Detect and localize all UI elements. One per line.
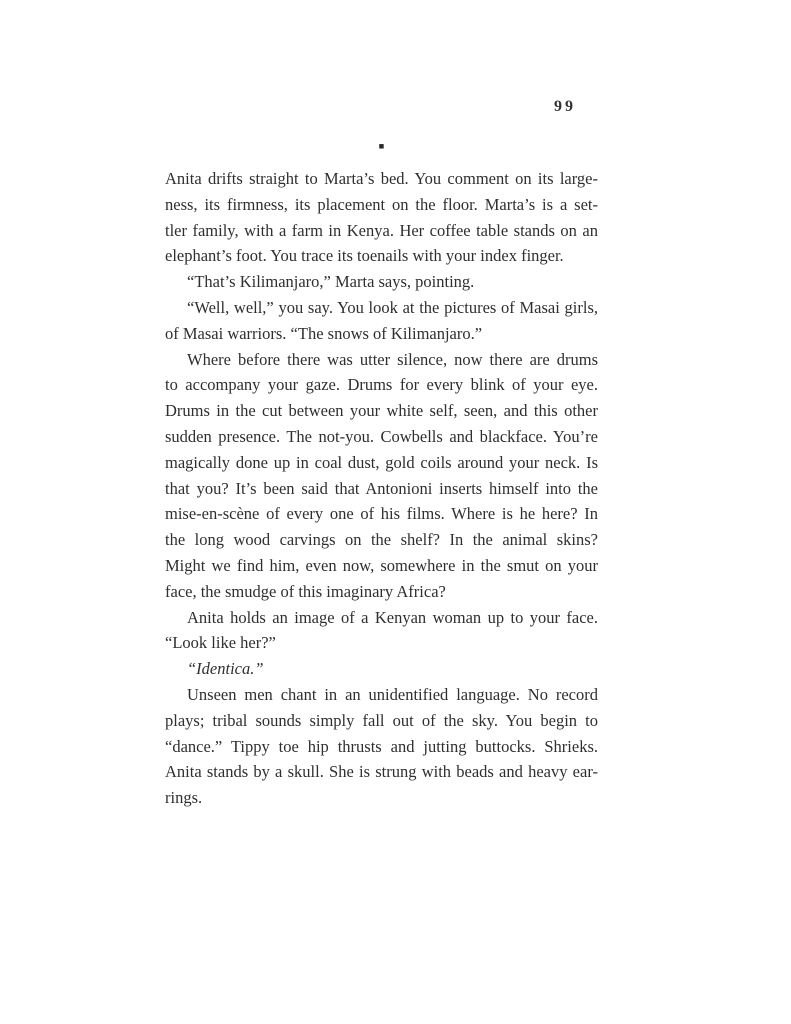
text-line: Anita drifts straight to Marta’s bed. You comment on its large- bbox=[165, 169, 598, 188]
paragraph bbox=[165, 269, 598, 295]
text-line: “Identica.” bbox=[187, 659, 264, 679]
paragraph bbox=[165, 166, 598, 269]
text-line: mise-en-scène of every one of his films. Where is he here? In bbox=[165, 504, 598, 524]
text-line: “Well, well,” you say. You look at the pictures of Masai girls, bbox=[187, 297, 598, 317]
body-text bbox=[165, 166, 598, 811]
text-line: “Look like her?” bbox=[165, 633, 276, 653]
text-line: Might we find him, even now, somewhere in the smut on your bbox=[165, 555, 598, 575]
page-number: 99 bbox=[554, 98, 576, 115]
text-line: Anita holds an image of a Kenyan woman up to your face. bbox=[187, 607, 598, 627]
paragraph bbox=[165, 656, 598, 682]
section-divider-square-icon: ▪ bbox=[378, 136, 385, 156]
text-line: face, the smudge of this imaginary Africa? bbox=[165, 581, 446, 601]
text-line: that you? It’s been said that Antonioni inserts himself into the bbox=[165, 478, 598, 498]
text-line: Unseen men chant in an unidentified language. No record bbox=[187, 684, 598, 704]
text-line: plays; tribal sounds simply fall out of the sky. You begin to bbox=[165, 710, 598, 730]
paragraph bbox=[165, 682, 598, 811]
text-line: sudden presence. The not-you. Cowbells and blackface. You’re bbox=[165, 426, 598, 446]
text-line: Drums in the cut between your white self, seen, and this other bbox=[165, 401, 598, 421]
text-line: magically done up in coal dust, gold coils around your neck. Is bbox=[165, 452, 598, 472]
text-line: the long wood carvings on the shelf? In the animal skins? bbox=[165, 530, 598, 550]
text-line: rings. bbox=[165, 788, 203, 808]
paragraph bbox=[165, 295, 598, 347]
text-line: “That’s Kilimanjaro,” Marta says, pointing. bbox=[187, 272, 475, 292]
text-line: tler family, with a farm in Kenya. Her coffee table stands on an bbox=[165, 220, 598, 240]
text-line: Anita stands by a skull. She is strung with beads and heavy ear- bbox=[165, 762, 598, 782]
text-line: “dance.” Tippy toe hip thrusts and jutting buttocks. Shrieks. bbox=[165, 736, 598, 756]
text-line: of Masai warriors. “The snows of Kilimanjaro.” bbox=[165, 323, 483, 343]
paragraph bbox=[165, 347, 598, 605]
paragraph bbox=[165, 605, 598, 657]
text-line: ness, its firmness, its placement on the floor. Marta’s is a set- bbox=[165, 194, 598, 214]
text-line: to accompany your gaze. Drums for every blink of your eye. bbox=[165, 375, 598, 395]
text-line: Where before there was utter silence, now there are drums bbox=[187, 349, 598, 369]
text-line: elephant’s foot. You trace its toenails with your index finger. bbox=[165, 246, 564, 266]
